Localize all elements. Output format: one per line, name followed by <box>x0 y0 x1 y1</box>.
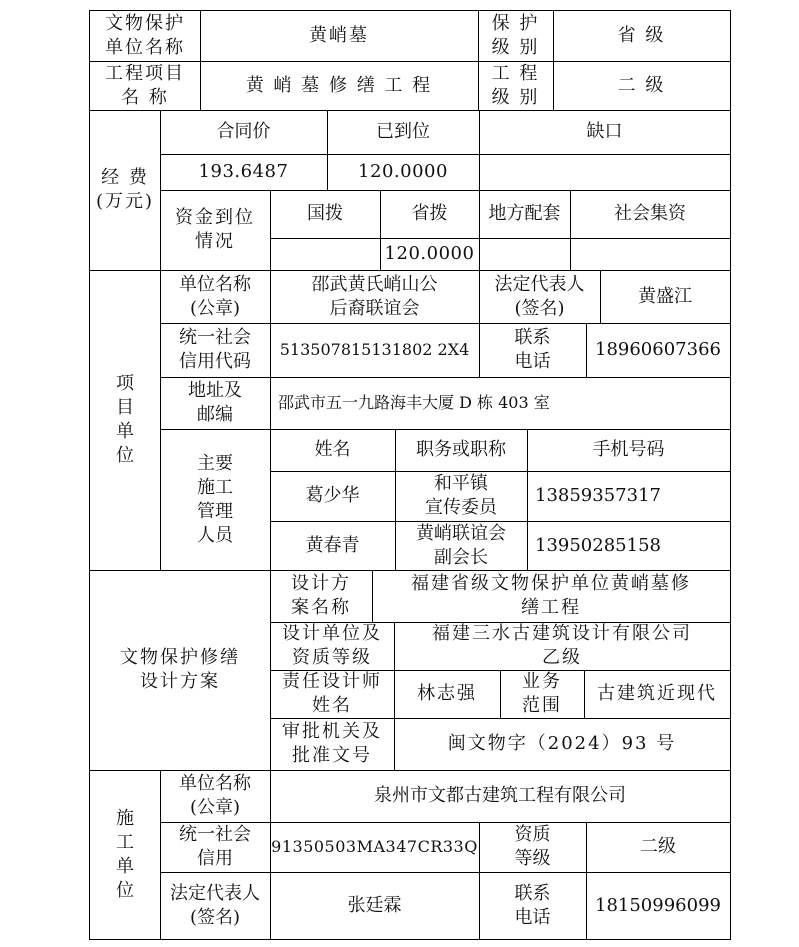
grid-line <box>527 429 528 570</box>
project-credit-value: 513507815131802 2X4 <box>279 340 470 359</box>
grid-line <box>270 718 731 719</box>
funds-label: 经 费 (万元) <box>95 167 155 212</box>
design-plan-value: 福建省级文物保护单位黄峭墓修 缮工程 <box>411 573 691 618</box>
qualification-label: 资质 等级 <box>514 824 551 869</box>
unit-name-label: 文物保护 单位名称 <box>105 12 185 58</box>
arrived-label: 已到位 <box>376 121 430 142</box>
scope-label: 业务 范围 <box>522 671 562 716</box>
staff-mobile: 13950285158 <box>535 534 661 556</box>
grid-line <box>394 622 395 770</box>
staff-title: 黄峭联谊会 副会长 <box>416 522 506 568</box>
project-rep-label: 法定代表人 (签名) <box>494 273 585 319</box>
project-rep-value: 黄盛江 <box>638 285 692 307</box>
design-plan-label: 设计方 案名称 <box>291 573 351 618</box>
grid-line <box>160 822 731 823</box>
designer-value: 林志强 <box>417 683 477 704</box>
staff-header-name: 姓名 <box>314 439 351 460</box>
unit-name-value: 黄峭墓 <box>309 24 369 46</box>
grid-line <box>89 61 731 62</box>
grid-line <box>160 323 731 324</box>
qualification-value: 二级 <box>640 836 676 857</box>
local-fund-label: 地方配套 <box>488 203 561 224</box>
grid-line <box>89 770 731 771</box>
design-unit-value: 福建三水古建筑设计有限公司 乙级 <box>432 623 692 668</box>
grid-line <box>89 570 731 571</box>
province-fund-label: 省拨 <box>411 203 448 224</box>
staff-mobile: 13859357317 <box>535 485 661 506</box>
grid-line <box>200 10 201 110</box>
grid-line <box>586 323 587 377</box>
grid-line <box>160 154 731 155</box>
grid-line <box>270 471 731 472</box>
construction-unit-label: 施 工 单 位 <box>116 808 134 901</box>
grid-line <box>160 110 161 270</box>
design-unit-label: 设计单位及 资质等级 <box>282 623 382 668</box>
grid-line <box>160 429 731 430</box>
project-name-label: 工程项目 名 称 <box>105 62 185 108</box>
grid-line <box>270 238 731 239</box>
grid-line <box>479 270 480 377</box>
designer-label: 责任设计师 姓名 <box>282 671 382 716</box>
grid-line <box>570 190 571 270</box>
grid-line <box>160 190 731 191</box>
grid-line <box>270 622 731 623</box>
project-grade-label: 工 程 级 别 <box>491 62 540 108</box>
construction-credit-value: 91350503MA347CR33Q <box>271 837 478 856</box>
contract-price-value: 193.6487 <box>198 161 289 182</box>
grid-line <box>270 190 271 270</box>
staff-name: 黄春青 <box>305 534 360 556</box>
grid-line <box>160 377 731 378</box>
project-grade-value: 二 级 <box>617 74 666 96</box>
table-border-right <box>730 10 731 940</box>
construction-rep-value: 张廷霖 <box>347 895 402 916</box>
project-name-value: 黄 峭 墓 修 缮 工 程 <box>245 74 433 96</box>
project-unit-label: 项 目 单 位 <box>116 373 134 466</box>
construction-name-label: 单位名称 (公章) <box>179 773 251 818</box>
project-unit-name-value: 邵武黄氏峭山公 后裔联谊会 <box>311 273 438 319</box>
grid-line <box>478 10 479 110</box>
construction-credit-label: 统一社会 信用 <box>179 824 251 869</box>
address-value: 邵武市五一九路海丰大厦 D 栋 403 室 <box>278 393 550 412</box>
contract-price-label: 合同价 <box>216 121 271 142</box>
grid-line <box>160 770 161 940</box>
grid-line <box>270 770 271 940</box>
construction-phone-value: 18150996099 <box>595 895 721 916</box>
staff-header-mobile: 手机号码 <box>592 439 665 460</box>
approval-label: 审批机关及 批准文号 <box>282 721 382 766</box>
scope-value: 古建筑近现代 <box>597 683 717 704</box>
grid-line <box>586 822 587 940</box>
grid-line <box>600 270 601 323</box>
province-fund-value: 120.0000 <box>384 243 475 264</box>
national-fund-label: 国拨 <box>307 203 343 224</box>
approval-value: 闽文物字（2024）93 号 <box>447 733 677 754</box>
grid-line <box>395 429 396 570</box>
grid-line <box>327 110 328 190</box>
staff-title: 和平镇 宣传委员 <box>425 473 497 518</box>
staff-label: 主要 施工 管理 人员 <box>197 452 233 546</box>
grid-line <box>160 872 731 873</box>
table-border-bottom <box>89 939 731 940</box>
grid-line <box>479 110 480 190</box>
grid-line <box>380 190 381 270</box>
protection-level-label: 保 护 级 别 <box>491 12 540 58</box>
staff-header-title: 职务或职称 <box>416 439 506 460</box>
fund-source-label: 资金到位 情况 <box>175 207 255 252</box>
grid-line <box>270 270 271 570</box>
grid-line <box>479 190 480 270</box>
project-phone-label: 联系 电话 <box>514 327 551 372</box>
construction-rep-label: 法定代表人 (签名) <box>170 883 260 928</box>
grid-line <box>270 521 731 522</box>
project-unit-name-label: 单位名称 (公章) <box>179 273 251 319</box>
construction-phone-label: 联系 电话 <box>514 883 551 928</box>
grid-line <box>270 570 271 770</box>
table-border-top <box>89 10 731 11</box>
social-fund-label: 社会集资 <box>614 203 686 224</box>
grid-line <box>89 270 731 271</box>
gap-label: 缺口 <box>586 121 623 142</box>
grid-line <box>500 670 501 718</box>
grid-line <box>479 822 480 940</box>
grid-line <box>160 270 161 570</box>
construction-name-value: 泉州市文都古建筑工程有限公司 <box>374 785 626 806</box>
arrived-value: 120.0000 <box>358 161 448 182</box>
project-credit-label: 统一社会 信用代码 <box>179 327 251 372</box>
staff-name: 葛少华 <box>305 485 360 506</box>
grid-line <box>372 570 373 622</box>
grid-line <box>89 110 731 111</box>
grid-line <box>553 10 554 110</box>
protection-level-value: 省 级 <box>617 24 666 46</box>
grid-line <box>584 670 585 718</box>
table-border-left <box>89 10 90 940</box>
design-label: 文物保护修缮 设计方案 <box>120 647 240 692</box>
project-phone-value: 18960607366 <box>595 339 721 360</box>
address-label: 地址及 邮编 <box>188 380 242 425</box>
